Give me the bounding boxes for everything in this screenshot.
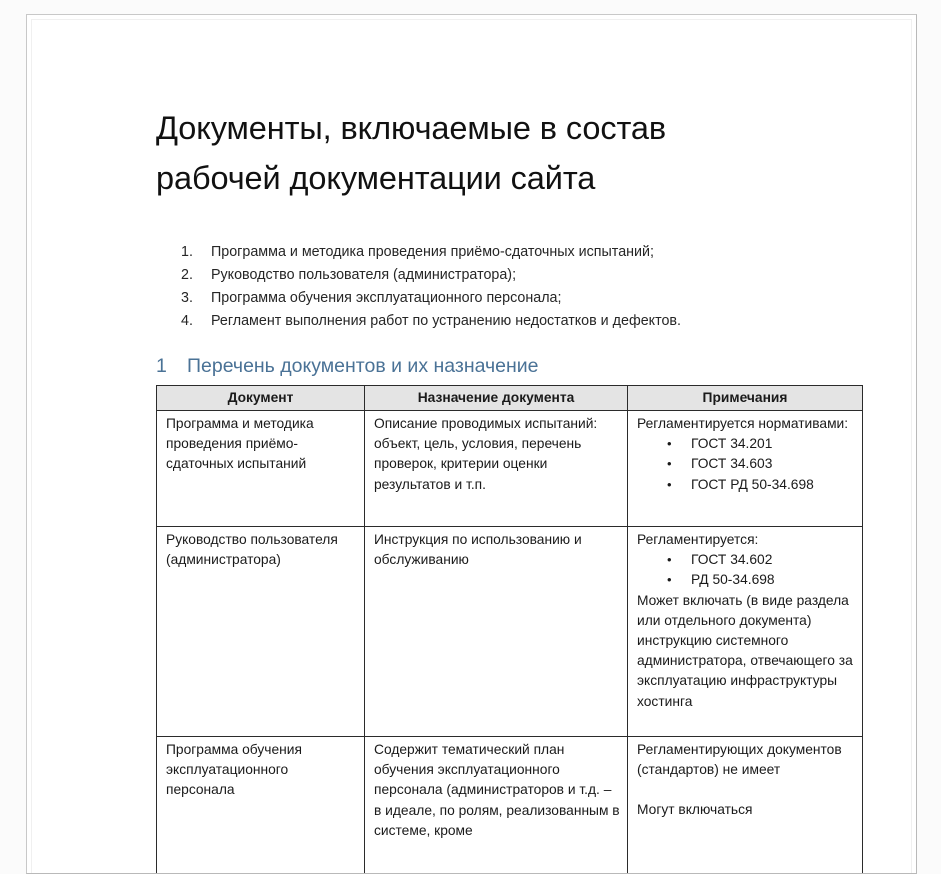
bullet-dot-icon: • <box>667 570 691 590</box>
list-item <box>156 264 862 287</box>
table-row <box>157 411 863 527</box>
list-item-number: 4. <box>181 310 211 333</box>
notes-intro: Регламентируется нормативами: <box>637 414 855 434</box>
bullet-dot-icon: • <box>667 454 691 474</box>
list-item <box>637 570 855 590</box>
notes-extra: Могут включаться <box>637 800 855 820</box>
list-item-number: 2. <box>181 264 211 287</box>
column-header-document: Документ <box>157 386 365 411</box>
list-item-label: ГОСТ 34.603 <box>691 454 855 474</box>
list-item <box>156 287 862 310</box>
list-item-number: 1. <box>181 241 211 264</box>
intro-numbered-list <box>156 241 862 333</box>
cell-purpose <box>365 527 628 737</box>
table-row <box>157 527 863 737</box>
cell-purpose <box>365 737 628 874</box>
list-item-label: Программа обучения эксплуатационного персонала; <box>211 287 862 310</box>
list-item-label: Регламент выполнения работ по устранению недостатков и дефектов. <box>211 310 862 333</box>
list-item-label: ГОСТ 34.201 <box>691 434 855 454</box>
cell-notes <box>628 527 863 737</box>
document-content <box>156 15 862 874</box>
cell-notes <box>628 411 863 527</box>
cell-text: Содержит тематический план обучения эксплуатационного персонала (администраторов и т.д. – в идеале, по ролям, реализованным в системе, кроме <box>374 740 620 841</box>
cell-document <box>157 737 365 874</box>
section-number: 1 <box>156 355 187 378</box>
cell-notes <box>628 737 863 874</box>
cell-text: Описание проводимых испытаний: объект, цель, условия, перечень проверок, критерии оценки результатов и т.п. <box>374 414 620 495</box>
bullet-dot-icon: • <box>667 475 691 495</box>
list-item <box>637 475 855 495</box>
cell-text: Инструкция по использованию и обслуживанию <box>374 530 620 570</box>
notes-bullet-list <box>637 434 855 495</box>
section-heading <box>156 355 862 378</box>
list-item <box>637 550 855 570</box>
list-item-label: Руководство пользователя (администратора); <box>211 264 862 287</box>
list-item-number: 3. <box>181 287 211 310</box>
cell-purpose <box>365 411 628 527</box>
list-item-label: ГОСТ 34.602 <box>691 550 855 570</box>
list-item-label: ГОСТ РД 50-34.698 <box>691 475 855 495</box>
bullet-dot-icon: • <box>667 550 691 570</box>
column-header-purpose: Назначение документа <box>365 386 628 411</box>
table-header-row <box>157 386 863 411</box>
document-page <box>26 14 917 874</box>
cell-text: Программа и методика проведения приёмо-сдаточных испытаний <box>166 414 357 475</box>
cell-text: Программа обучения эксплуатационного персонала <box>166 740 357 801</box>
list-item <box>156 310 862 333</box>
bullet-dot-icon: • <box>667 434 691 454</box>
list-item-label: Программа и методика проведения приёмо-сдаточных испытаний; <box>211 241 862 264</box>
notes-bullet-list <box>637 550 855 590</box>
page-title: Документы, включаемые в состав рабочей документации сайта <box>156 15 756 203</box>
documents-table <box>156 385 863 874</box>
cell-document <box>157 411 365 527</box>
cell-document <box>157 527 365 737</box>
notes-intro: Регламентирующих документов (стандартов) не имеет <box>637 740 855 780</box>
list-item <box>156 241 862 264</box>
section-title: Перечень документов и их назначение <box>187 355 539 378</box>
list-item-label: РД 50-34.698 <box>691 570 855 590</box>
notes-extra: Может включать (в виде раздела или отдельного документа) инструкцию системного администратора, отвечающего за эксплуатацию инфраструктуры хостинга <box>637 591 855 712</box>
list-item <box>637 454 855 474</box>
cell-text: Руководство пользователя (администратора) <box>166 530 357 570</box>
column-header-notes: Примечания <box>628 386 863 411</box>
table-row <box>157 737 863 874</box>
list-item <box>637 434 855 454</box>
notes-intro: Регламентируется: <box>637 530 855 550</box>
